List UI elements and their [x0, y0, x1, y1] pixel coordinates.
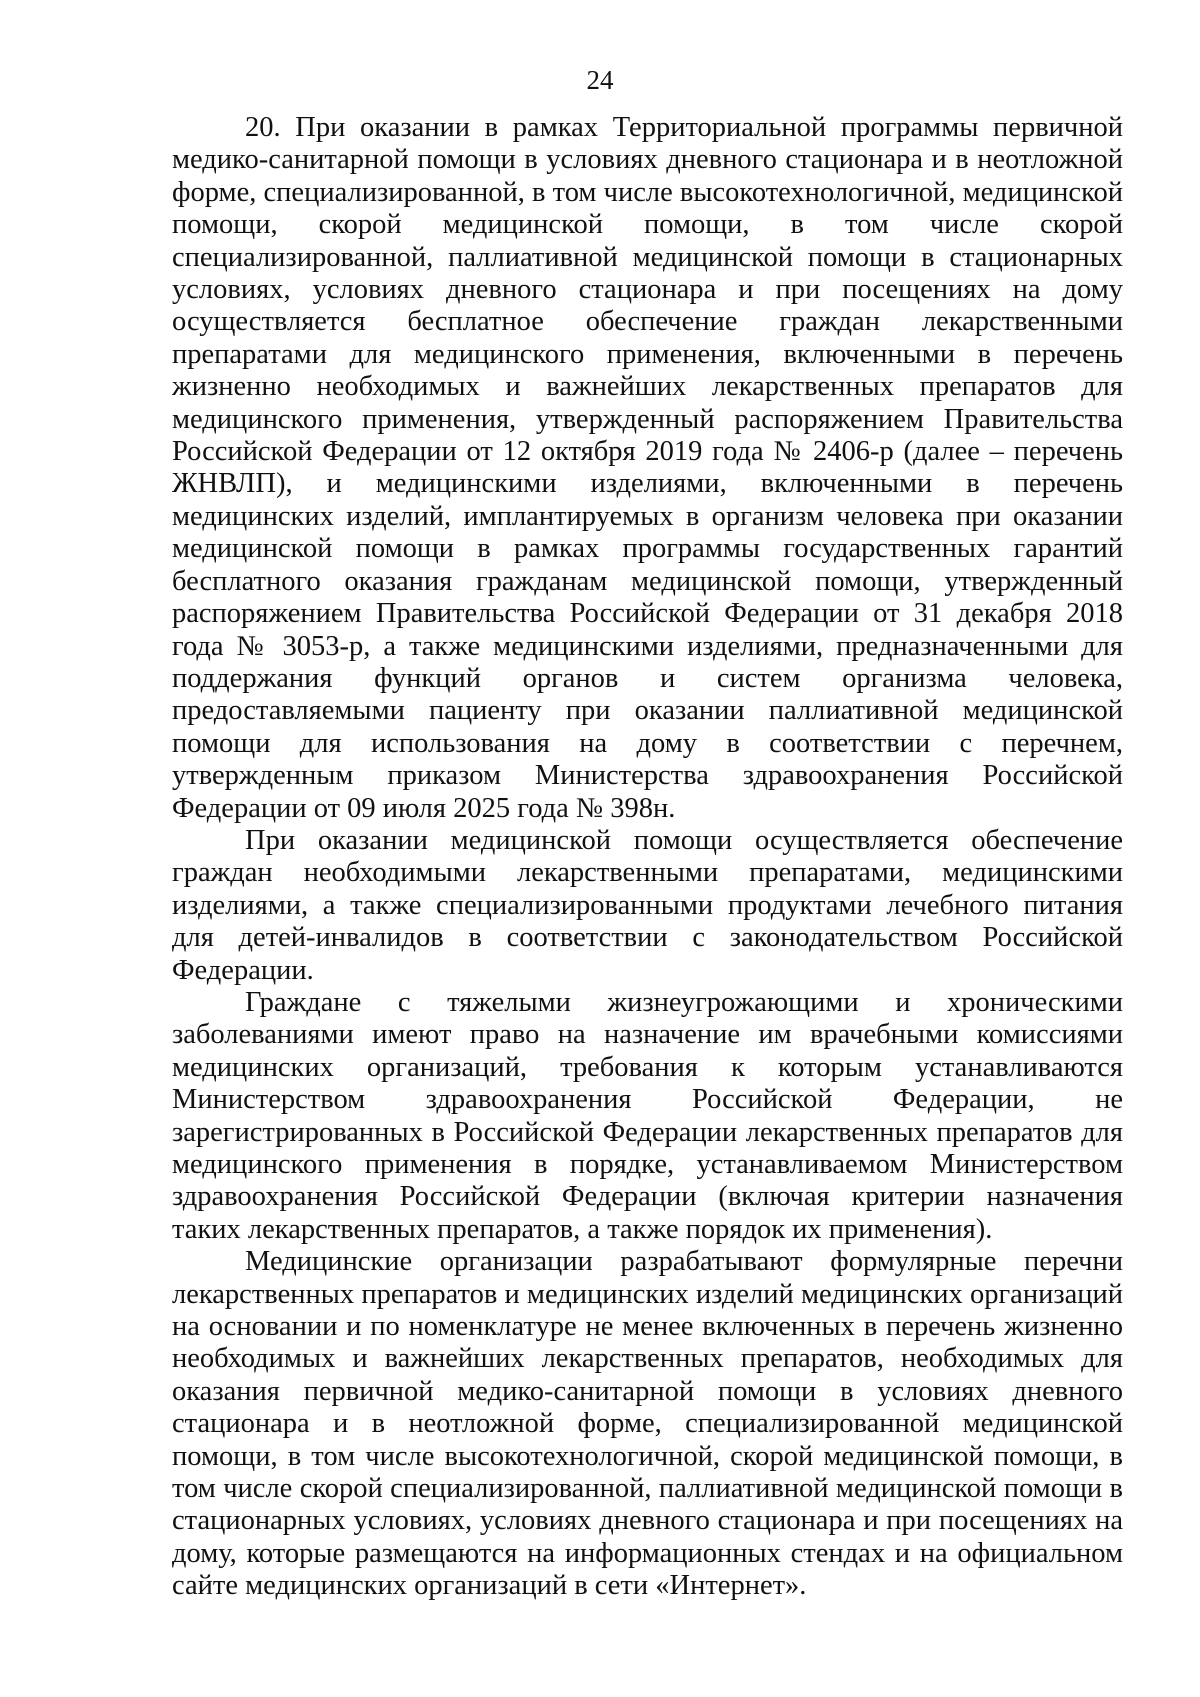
paragraph-formulary-lists: Медицинские организации разрабатывают формулярные перечни лекарственных препаратов и медицинских изделий медицинских организаций на основании и по номенклатуре не менее включенных в перечень жизненно необходимых и важнейших лекарственных препаратов, необходимых для оказания первичной медико-санитарной помощи в условиях дневного стационара и в неотложной форме, специализированной медицинской помощи, в том числе высокотехнологичной, скорой медицинской помощи, в том числе скорой специализированной, паллиативной медицинской помощи в стационарных условиях, условиях дневного стационара и при посещениях на дому, которые размещаются на информационных стендах и на официальном сайте медицинских организаций в сети «Интернет». — [172, 1246, 1123, 1602]
page-number: 24 — [586, 65, 614, 95]
paragraph-20-medication-provision: 20. При оказании в рамках Территориальной программы первичной медико-санитарной помощи в условиях дневного стационара и в неотложной форме, специализированной, в том числе высокотехнологичной, медицинской помощи, скорой медицинской помощи, в том числе скорой специализированной, паллиативной медицинской помощи в стационарных условиях, условиях дневного стационара и при посещениях на дому осуществляется бесплатное обеспечение граждан лекарственными препаратами для медицинского применения, включенными в перечень жизненно необходимых и важнейших лекарственных препаратов для медицинского применения, утвержденный распоряжением Правительства Российской Федерации от 12 октября 2019 года № 2406-р (далее – перечень ЖНВЛП), и медицинскими изделиями, включенными в перечень медицинских изделий, имплантируемых в организм человека при оказании медицинской помощи в рамках программы государственных гарантий бесплатного оказания гражданам медицинской помощи, утвержденный распоряжением Правительства Российской Федерации от 31 декабря 2018 года № 3053-р, а также медицинскими изделиями, предназначенными для поддержания функций органов и систем организма человека, предоставляемыми пациенту при оказании паллиативной медицинской помощи для использования на дому в соответствии с перечнем, утвержденным приказом Министерства здравоохранения Российской Федерации от 09 июля 2025 года № 398н. — [172, 112, 1123, 824]
paragraph-unregistered-drugs: Граждане с тяжелыми жизнеугрожающими и хроническими заболеваниями имеют право на назначение им врачебными комиссиями медицинских организаций, требования к которым устанавливаются Министерством здравоохранения Российской Федерации, не зарегистрированных в Российской Федерации лекарственных препаратов для медицинского применения в порядке, устанавливаемом Министерством здравоохранения Российской Федерации (включая критерии назначения таких лекарственных препаратов, а также порядок их применения). — [172, 986, 1123, 1245]
paragraph-medical-assistance-supply: При оказании медицинской помощи осуществляется обеспечение граждан необходимыми лекарственными препаратами, медицинскими изделиями, а также специализированными продуктами лечебного питания для детей-инвалидов в соответствии с законодательством Российской Федерации. — [172, 824, 1123, 986]
document-body — [172, 112, 1123, 1603]
